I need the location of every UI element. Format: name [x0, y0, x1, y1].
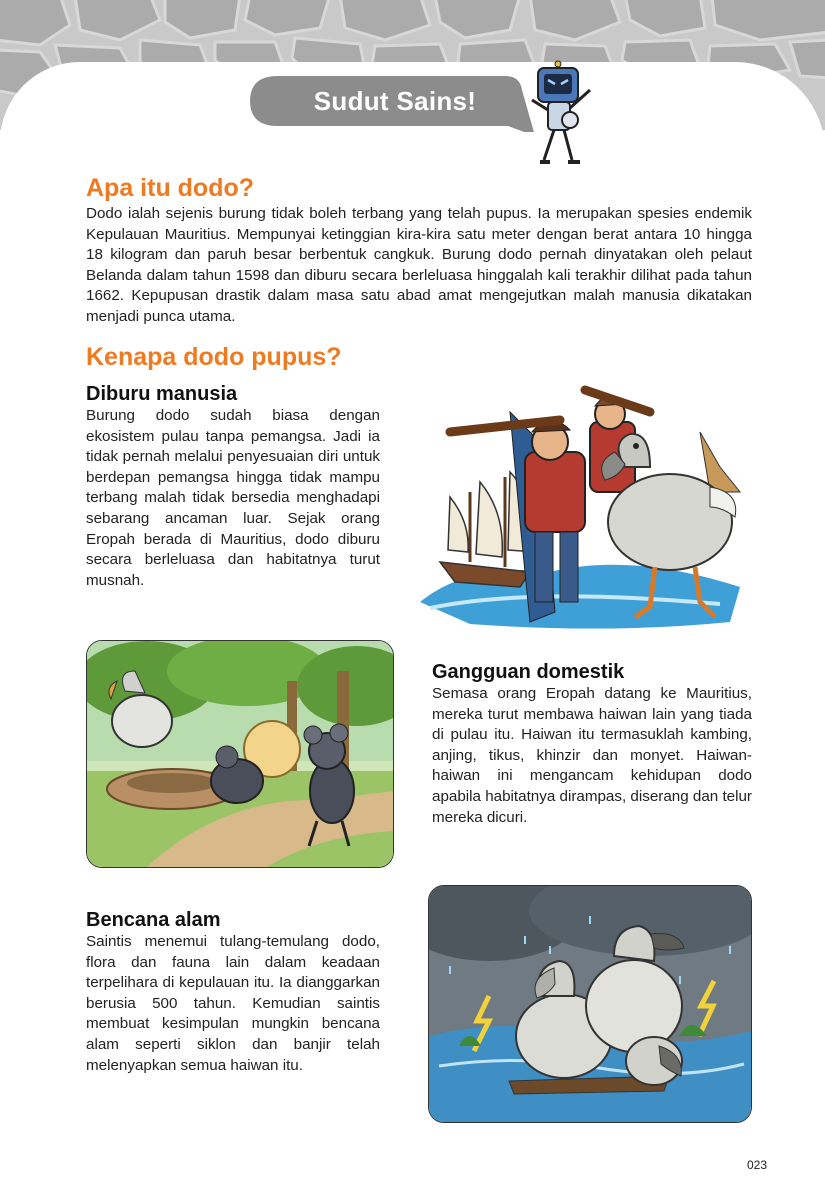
rats-egg-illustration [86, 640, 394, 868]
banner-title: Sudut Sains! [313, 86, 477, 116]
heading-why-extinct: Kenapa dodo pupus? [86, 343, 342, 371]
page-number: 023 [746, 1158, 767, 1172]
robot-mascot-icon [520, 60, 610, 170]
paragraph-what-is-dodo: Dodo ialah sejenis burung tidak boleh terbang yang telah pupus. Ia merupakan spesies endemik Kepulauan Mauritius. Mempunyai ketinggian kira-kira satu meter dengan berat antara 10 hingga 18 kilogram dan paruh besar berbentuk cangkuk. Burung dodo pernah dinyatakan oleh pelaut Belanda dalam tahun 1598 dan diburu secara berleluasa hinggalah kali terakhir dilihat pada tahun 1662. Kepupusan drastik dalam masa satu abad amat mengejutkan malah manusia dikatakan menjadi punca utama. [86, 205, 752, 325]
hunters-dodo-illustration [410, 372, 750, 632]
dodos-flood-illustration [428, 885, 752, 1123]
paragraph-hunted: Burung dodo sudah biasa dengan ekosistem pulau tanpa pemangsa. Jadi ia tidak pernah melalui penyesuaian diri untuk berdepan pemangsa hingga tidak mampu terbang malah tidak bersedia menghadapi sebarang ancaman luar. Sejak orang Eropah berada di Mauritius, dodo diburu secara berleluasa dan habitatnya turut musnah. [86, 407, 380, 589]
heading-what-is-dodo: Apa itu dodo? [86, 174, 255, 202]
subheading-domestic: Gangguan domestik [432, 661, 625, 683]
paragraph-disaster: Saintis menemui tulang-temulang dodo, flora dan fauna lain dalam keadaan terpelihara di kepulauan itu. Ia dianggarkan berusia 500 tahun. Kemudian saintis membuat kesimpulan mungkin bencana alam seperti siklon dan banjir telah melenyapkan semua haiwan itu. [86, 933, 380, 1074]
paragraph-domestic: Semasa orang Eropah datang ke Mauritius, mereka turut membawa haiwan lain yang tiada di pulau itu. Haiwan itu termasuklah kambing, anjing, tikus, khinzir dan monyet. Haiwan-haiwan ini mengancam kehidupan dodo apabila habitatnya dirampas, diserang dan telur mereka dicuri. [432, 685, 752, 826]
subheading-disaster: Bencana alam [86, 909, 221, 931]
subheading-hunted: Diburu manusia [86, 383, 238, 405]
